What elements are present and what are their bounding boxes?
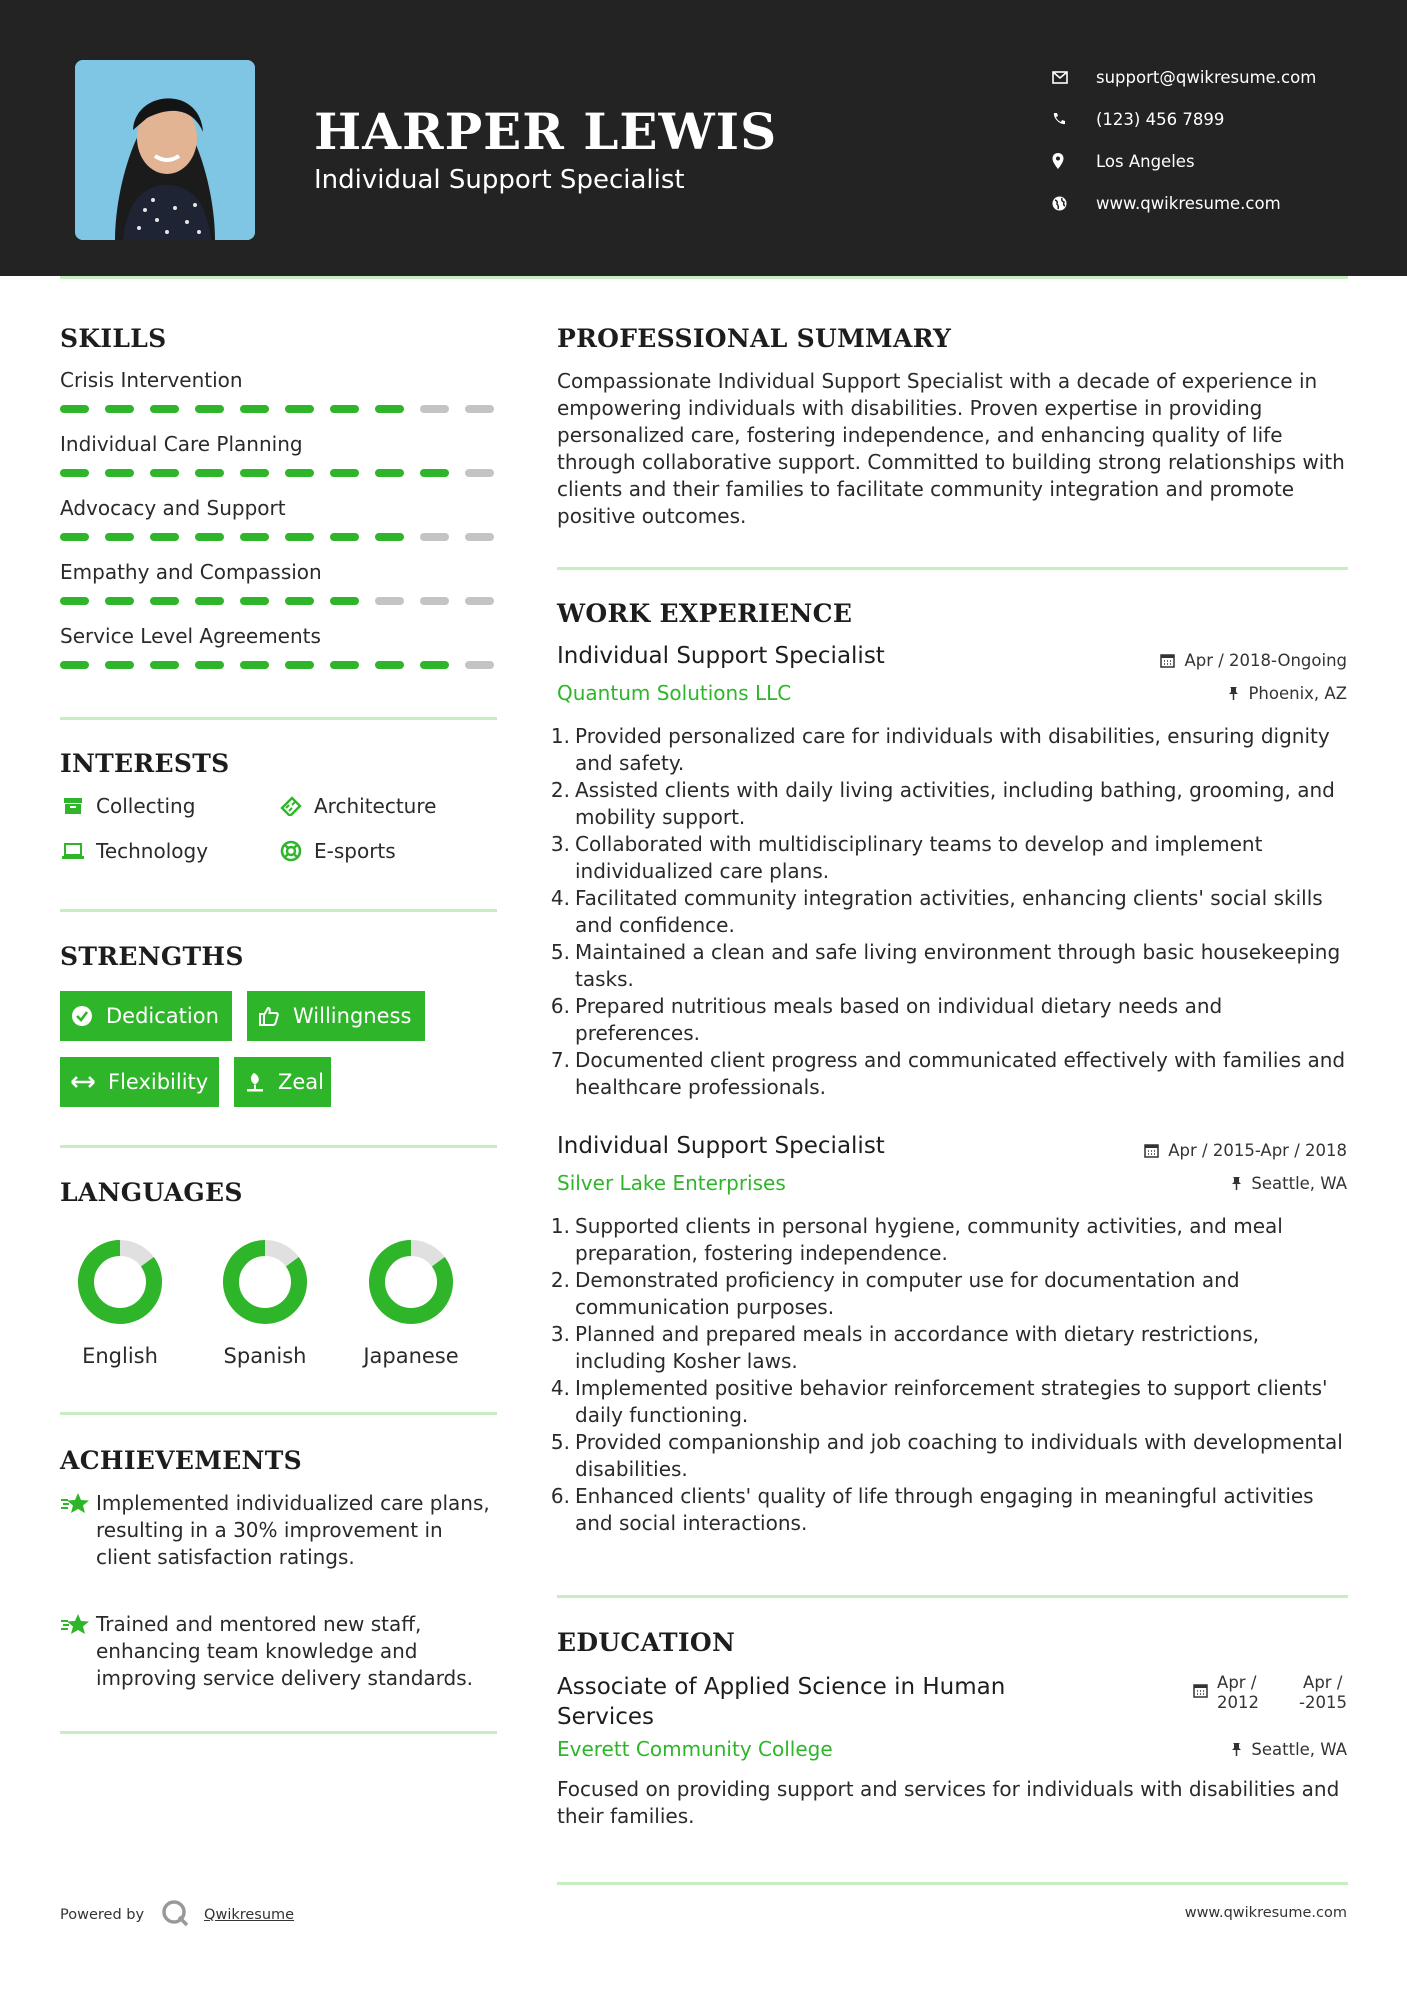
job-location [1228, 684, 1347, 703]
rating-dot-filled [285, 469, 314, 477]
rating-dot-filled [60, 533, 89, 541]
arrows-horizontal-icon [70, 1070, 96, 1094]
rating-dot-empty [420, 597, 449, 605]
duty-number: 4. [550, 1376, 570, 1400]
rating-dot-filled [60, 469, 89, 477]
rating-dot-empty [465, 533, 494, 541]
duty-text: Demonstrated proficiency in computer use for documentation and communication purposes. [575, 1268, 1240, 1319]
rating-dot-filled [105, 405, 134, 413]
rating-dot-filled [150, 469, 179, 477]
job-title: Individual Support Specialist [557, 643, 885, 669]
education-end-line: 2015 [1305, 1693, 1347, 1712]
interest-item [60, 839, 208, 863]
rating-dot-filled [195, 405, 224, 413]
language-item [200, 1238, 330, 1368]
rating-dot-filled [330, 661, 359, 669]
rating-dot-empty [465, 661, 494, 669]
duty-item [548, 831, 1348, 885]
achievements-heading: ACHIEVEMENTS [60, 1446, 302, 1475]
footer-powered [60, 1898, 294, 1932]
degree-line: Associate of Applied Science in Human [557, 1674, 1006, 1700]
summary-text: Compassionate Individual Support Specialist with a decade of experience in empowering individuals with disabilities. Proven expertise in providing personalized care, fostering independence, and enhancing quality of life through collaborative support. Committed to building strong relationships with clients and their families to facilitate community integration and promote positive outcomes. [557, 369, 1345, 528]
duty-number: 5. [550, 1430, 570, 1454]
star-badge-icon [60, 1490, 96, 1571]
rating-dot-filled [330, 533, 359, 541]
duty-number: 5. [550, 940, 570, 964]
candidate-role: Individual Support Specialist [314, 165, 685, 195]
duty-text: Implemented positive behavior reinforcement strategies to support clients' daily functioning. [575, 1376, 1328, 1427]
rating-dot-filled [375, 469, 404, 477]
footer-website[interactable]: www.qwikresume.com [1184, 1905, 1347, 1921]
duty-text: Provided personalized care for individuals with disabilities, ensuring dignity and safety. [575, 724, 1330, 775]
degree-line: Services [557, 1704, 654, 1730]
pushpin-icon [1231, 1176, 1242, 1191]
languages-heading: LANGUAGES [60, 1178, 243, 1207]
duty-text: Assisted clients with daily living activities, including bathing, grooming, and mobility support. [575, 778, 1335, 829]
language-donut [367, 1238, 455, 1326]
powered-by-label: Powered by [60, 1907, 145, 1923]
job-date [1160, 651, 1347, 670]
rating-dot-filled [150, 597, 179, 605]
job-location-text: Phoenix, AZ [1248, 684, 1347, 703]
envelope-icon [1052, 71, 1080, 84]
section-divider [60, 717, 497, 720]
achievement-item [60, 1611, 500, 1692]
skill-label: Service Level Agreements [60, 624, 321, 648]
education-heading: EDUCATION [557, 1628, 736, 1657]
duty-number: 6. [550, 1484, 570, 1508]
duty-number: 3. [550, 1322, 570, 1346]
skill-rating [60, 533, 494, 541]
thumbs-up-icon [257, 1004, 281, 1028]
candidate-name: HARPER LEWIS [314, 102, 778, 161]
rating-dot-filled [285, 597, 314, 605]
duty-text: Collaborated with multidisciplinary teams to develop and implement individualized care plans. [575, 832, 1263, 883]
interest-item [278, 839, 396, 863]
map-marker-icon [1052, 153, 1080, 169]
duty-item [548, 1375, 1348, 1429]
duty-text: Maintained a clean and safe living environment through basic housekeeping tasks. [575, 940, 1341, 991]
duty-item [548, 1047, 1348, 1101]
education-end [1299, 1673, 1347, 1713]
strengths-heading: STRENGTHS [60, 942, 244, 971]
strength-badge [247, 991, 425, 1041]
duty-text: Supported clients in personal hygiene, community activities, and meal preparation, fostering independence. [575, 1214, 1283, 1265]
achievement-item [60, 1490, 500, 1571]
job-date [1144, 1141, 1347, 1160]
contact-email[interactable] [1050, 56, 1380, 98]
rating-dot-filled [375, 405, 404, 413]
rating-dot-filled [105, 533, 134, 541]
rating-dot-filled [240, 405, 269, 413]
laptop-icon [60, 840, 86, 862]
contact-website[interactable] [1050, 182, 1380, 224]
education-start-line: Apr / [1217, 1673, 1257, 1692]
experience-heading: WORK EXPERIENCE [557, 599, 853, 628]
globe-icon [1052, 196, 1080, 211]
duty-number: 1. [550, 724, 570, 748]
rating-dot-empty [375, 597, 404, 605]
rating-dot-filled [105, 661, 134, 669]
section-divider [60, 1412, 497, 1415]
duty-number: 2. [550, 778, 570, 802]
rating-dot-filled [195, 661, 224, 669]
header-divider [60, 276, 1348, 279]
duty-item [548, 939, 1348, 993]
strength-label: Flexibility [108, 1070, 209, 1094]
interest-item [60, 794, 195, 818]
resume-header [0, 0, 1407, 276]
rating-dot-empty [465, 469, 494, 477]
strength-badge [234, 1057, 331, 1107]
duty-text: Prepared nutritious meals based on individual dietary needs and preferences. [575, 994, 1223, 1045]
interest-label: Architecture [314, 794, 437, 818]
rating-dot-filled [195, 469, 224, 477]
job-duties [548, 1213, 1348, 1537]
duty-number: 1. [550, 1214, 570, 1238]
qwikresume-logo-icon [160, 1898, 190, 1932]
rating-dot-empty [465, 405, 494, 413]
duty-number: 3. [550, 832, 570, 856]
job-duties [548, 723, 1348, 1101]
calendar-icon [1160, 653, 1175, 668]
language-label: Spanish [223, 1344, 307, 1368]
job-title: Individual Support Specialist [557, 1133, 885, 1159]
duty-number: 4. [550, 886, 570, 910]
education-location [1231, 1740, 1347, 1759]
skill-label: Empathy and Compassion [60, 560, 322, 584]
pencil-ruler-icon [278, 795, 304, 817]
contact-phone[interactable] [1050, 98, 1380, 140]
duty-text: Provided companionship and job coaching to individuals with developmental disabilities. [575, 1430, 1343, 1481]
education-start [1217, 1673, 1259, 1713]
rating-dot-filled [330, 405, 359, 413]
rating-dot-filled [240, 661, 269, 669]
duty-text: Enhanced clients' quality of life through engaging in meaningful activities and social interactions. [575, 1484, 1314, 1535]
rating-dot-filled [285, 661, 314, 669]
calendar-icon [1193, 1683, 1208, 1698]
rating-dot-filled [150, 533, 179, 541]
school-name: Everett Community College [557, 1737, 833, 1761]
rating-dot-empty [420, 405, 449, 413]
interest-label: E-sports [314, 839, 396, 863]
rating-dot-filled [375, 661, 404, 669]
profile-photo [75, 60, 255, 240]
skill-rating [60, 597, 494, 605]
education-end-line: Apr / [1303, 1673, 1343, 1692]
star-badge-icon [60, 1611, 96, 1692]
strength-badge [60, 1057, 219, 1107]
pushpin-icon [1231, 1742, 1242, 1757]
rating-dot-filled [285, 533, 314, 541]
job-location [1231, 1174, 1347, 1193]
check-circle-icon [70, 1004, 94, 1028]
rating-dot-filled [150, 661, 179, 669]
rating-dot-filled [60, 597, 89, 605]
pin-icon [244, 1070, 266, 1094]
achievement-text: Trained and mentored new staff, enhancing team knowledge and improving service delivery standards. [96, 1612, 474, 1690]
rating-dot-empty [465, 597, 494, 605]
education-dash: - [1299, 1693, 1305, 1712]
company-name: Quantum Solutions LLC [557, 681, 792, 705]
language-item [55, 1238, 185, 1368]
skill-label: Crisis Intervention [60, 368, 243, 392]
rating-dot-filled [330, 469, 359, 477]
rating-dot-filled [60, 405, 89, 413]
language-label: Japanese [363, 1344, 459, 1368]
rating-dot-filled [420, 661, 449, 669]
duty-item [548, 777, 1348, 831]
rating-dot-filled [285, 405, 314, 413]
rating-dot-filled [240, 597, 269, 605]
duty-number: 6. [550, 994, 570, 1018]
rating-dot-filled [375, 533, 404, 541]
contact-phone-text: (123) 456 7899 [1096, 109, 1225, 129]
rating-dot-filled [420, 469, 449, 477]
duty-item [548, 885, 1348, 939]
archive-box-icon [60, 795, 86, 817]
rating-dot-filled [195, 533, 224, 541]
skills-heading: SKILLS [60, 324, 167, 353]
section-divider [60, 1145, 497, 1148]
interest-label: Collecting [96, 794, 196, 818]
strength-label: Dedication [106, 1004, 219, 1028]
pushpin-icon [1228, 686, 1239, 701]
duty-number: 7. [550, 1048, 570, 1072]
skill-label: Individual Care Planning [60, 432, 303, 456]
contact-website-text: www.qwikresume.com [1096, 193, 1281, 213]
job-location-text: Seattle, WA [1251, 1174, 1347, 1193]
rating-dot-filled [240, 533, 269, 541]
rating-dot-filled [105, 469, 134, 477]
section-divider [60, 909, 497, 912]
interest-item [278, 794, 436, 818]
job-date-text: Apr / 2015-Apr / 2018 [1168, 1141, 1347, 1160]
contact-location-text: Los Angeles [1096, 151, 1195, 171]
achievement-text: Implemented individualized care plans, resulting in a 30% improvement in client satisfaction ratings. [96, 1491, 490, 1569]
language-donut [76, 1238, 164, 1326]
rating-dot-empty [420, 533, 449, 541]
education-location-text: Seattle, WA [1251, 1740, 1347, 1759]
skill-rating [60, 661, 494, 669]
language-label: English [82, 1344, 158, 1368]
duty-item [548, 1429, 1348, 1483]
calendar-icon [1144, 1143, 1159, 1158]
strength-label: Zeal [278, 1070, 325, 1094]
section-divider [557, 1595, 1348, 1598]
contact-email-text: support@qwikresume.com [1096, 67, 1317, 87]
section-divider [557, 1882, 1348, 1885]
company-name: Silver Lake Enterprises [557, 1171, 786, 1195]
duty-item [548, 1213, 1348, 1267]
duty-text: Documented client progress and communicated effectively with families and healthcare professionals. [575, 1048, 1346, 1099]
skill-rating [60, 405, 494, 413]
rating-dot-filled [330, 597, 359, 605]
summary-heading: PROFESSIONAL SUMMARY [557, 324, 952, 353]
contact-location [1050, 140, 1380, 182]
education-start-line: 2012 [1217, 1693, 1260, 1712]
duty-text: Facilitated community integration activities, enhancing clients' social skills and confidence. [575, 886, 1323, 937]
job-date-text: Apr / 2018-Ongoing [1184, 651, 1347, 670]
rating-dot-filled [150, 405, 179, 413]
contact-info [1050, 56, 1380, 224]
strength-label: Willingness [293, 1004, 412, 1028]
degree-title [557, 1672, 1005, 1732]
duty-number: 2. [550, 1268, 570, 1292]
rating-dot-filled [105, 597, 134, 605]
skill-rating [60, 469, 494, 477]
interest-label: Technology [96, 839, 209, 863]
section-divider [557, 567, 1348, 570]
language-item [346, 1238, 476, 1368]
phone-icon [1052, 112, 1080, 126]
skill-label: Advocacy and Support [60, 496, 286, 520]
rating-dot-filled [60, 661, 89, 669]
duty-item [548, 723, 1348, 777]
qwikresume-link[interactable]: Qwikresume [204, 1907, 295, 1923]
gamepad-ring-icon [278, 840, 304, 862]
language-donut [221, 1238, 309, 1326]
rating-dot-filled [240, 469, 269, 477]
duty-item [548, 993, 1348, 1047]
duty-text: Planned and prepared meals in accordance with dietary restrictions, including Kosher laws. [575, 1322, 1260, 1373]
duty-item [548, 1267, 1348, 1321]
section-divider [60, 1731, 497, 1734]
duty-item [548, 1483, 1348, 1537]
education-description: Focused on providing support and services for individuals with disabilities and their families. [557, 1777, 1340, 1828]
interests-heading: INTERESTS [60, 749, 230, 778]
duty-item [548, 1321, 1348, 1375]
strength-badge [60, 991, 232, 1041]
rating-dot-filled [195, 597, 224, 605]
education-date [1193, 1673, 1347, 1713]
